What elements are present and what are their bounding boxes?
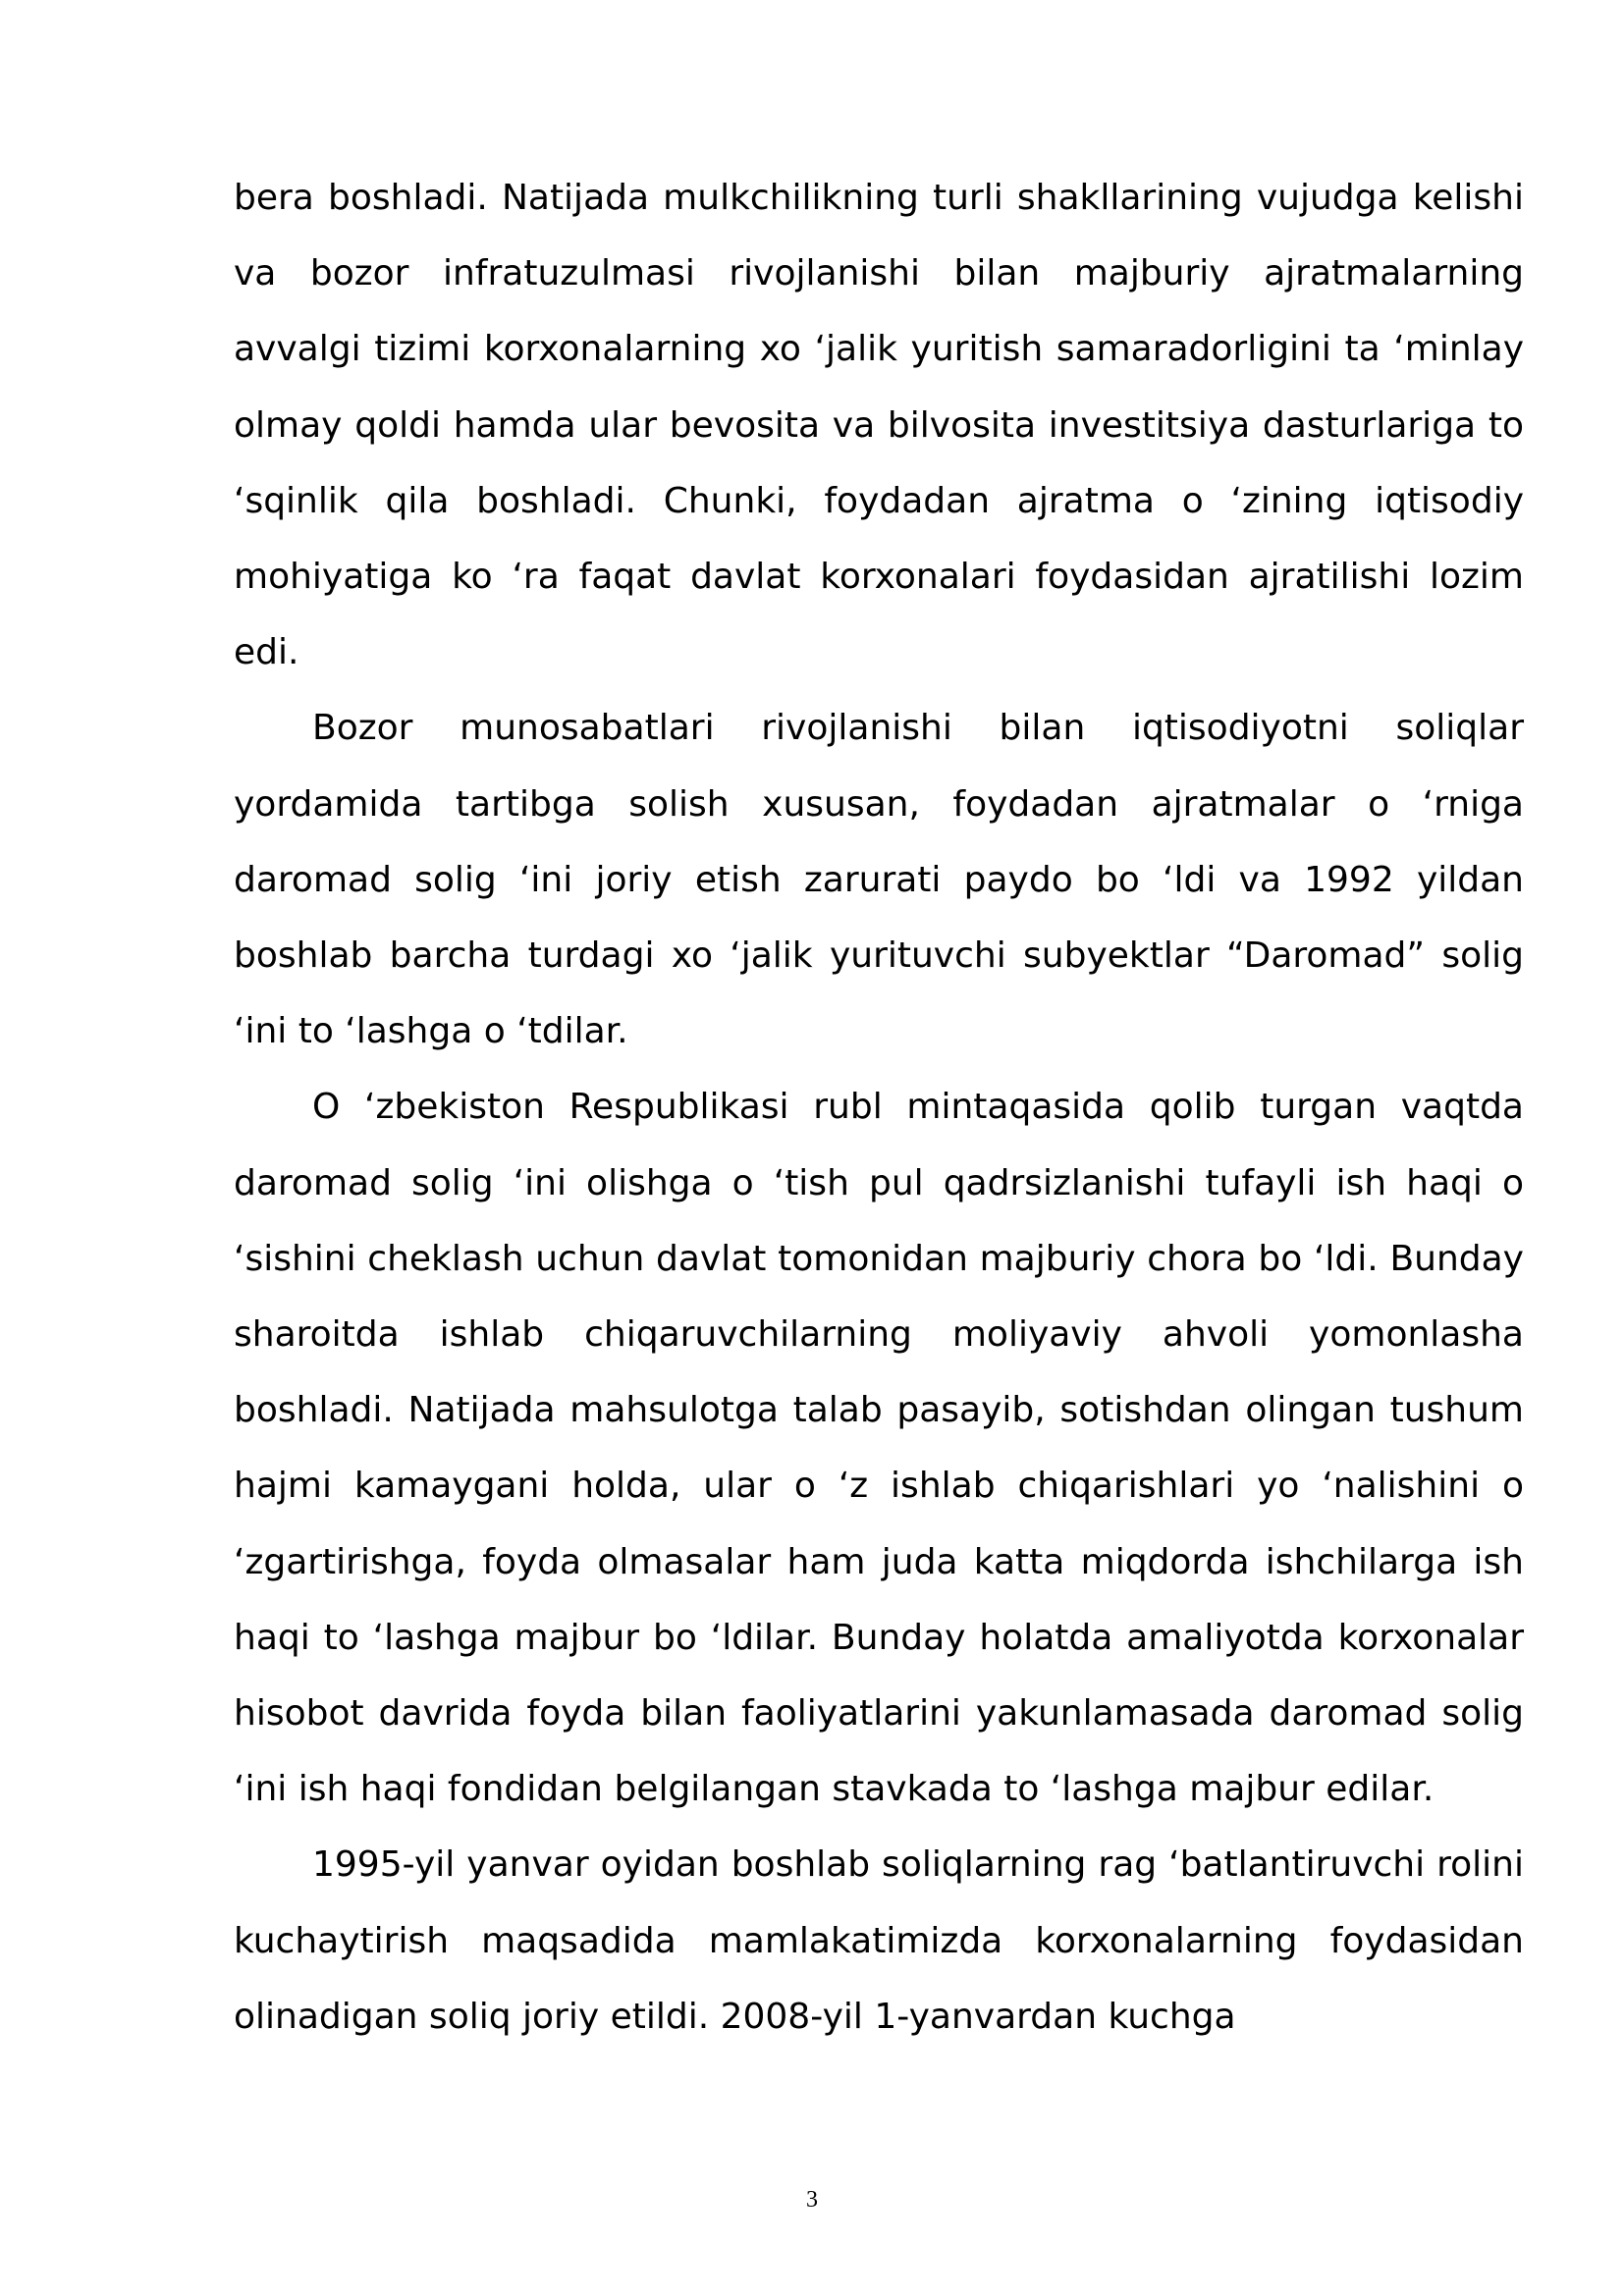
paragraph: O ‘zbekiston Respublikasi rubl mintaqasida qolib turgan vaqtda daromad solig ‘ini olishga o ‘tish pul qadrsizlanishi tufayli ish haqi o ‘sishini cheklash uchun davlat tomonidan majburiy chora bo ‘ldi. Bunday sharoitda ishlab chiqaruvchilarning moliyaviy ahvoli yomonlasha boshladi. Natijada mahsulotga talab pasayib, sotishdan olingan tushum hajmi kamaygani holda, ular o ‘z ishlab chiqarishlari yo ‘nalishini o ‘zgartirishga, foyda olmasalar ham juda katta miqdorda ishchilarga ish haqi to ‘lashga majbur bo ‘ldilar. Bunday holatda amaliyotda korxonalar hisobot davrida foyda bilan faoliyatlarini yakunlamasada daromad solig ‘ini ish haqi fondidan belgilangan stavkada to ‘lashga majbur edilar.	[234, 1087, 1524, 1810]
paragraph: 1995-yil yanvar oyidan boshlab soliqlarning rag ‘batlantiruvchi rolini kuchaytirish maqsadida mamlakatimizda korxonalarning foydasidan olinadigan soliq joriy etildi. 2008-yil 1-yanvardan kuchga	[234, 1844, 1524, 2037]
page-number: 3	[806, 2187, 818, 2213]
paragraph: Bozor munosabatlari rivojlanishi bilan iqtisodiyotni soliqlar yordamida tartibga solish xususan, foydadan ajratmalar o ‘rniga daromad solig ‘ini joriy etish zarurati paydo bo ‘ldi va 1992 yildan boshlab barcha turdagi xo ‘jalik yurituvchi subyektlar “Daromad” solig ‘ini to ‘lashga o ‘tdilar.	[234, 708, 1524, 1052]
body-text	[234, 160, 1524, 2055]
paragraph-continuation: bera boshladi. Natijada mulkchilikning turli shakllarining vujudga kelishi va bozor infratuzulmasi rivojlanishi bilan majburiy ajratmalarning avvalgi tizimi korxonalarning xo ‘jalik yuritish samaradorligini ta ‘minlay olmay qoldi hamda ular bevosita va bilvosita investitsiya dasturlariga to ‘sqinlik qila boshladi. Chunki, foydadan ajratma o ‘zining iqtisodiy mohiyatiga ko ‘ra faqat davlat korxonalari foydasidan ajratilishi lozim edi.	[234, 178, 1524, 673]
